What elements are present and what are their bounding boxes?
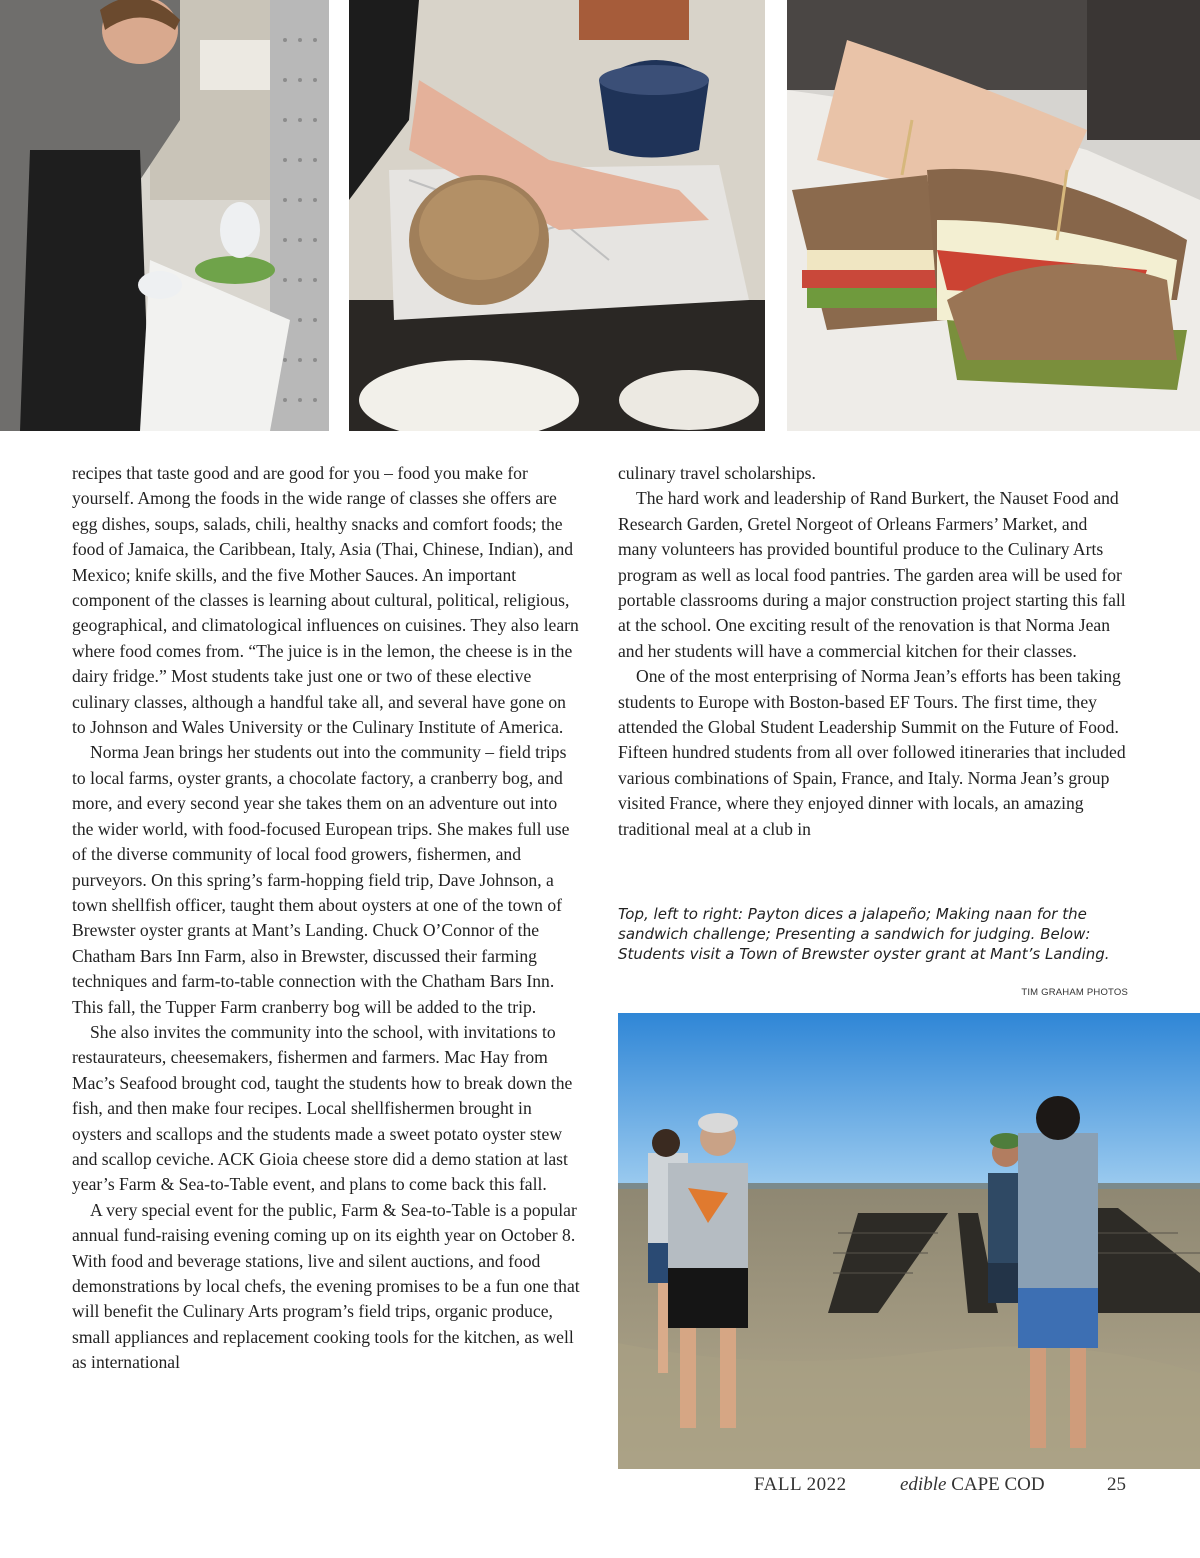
article-right-column: [618, 461, 1130, 842]
article-paragraph: One of the most enterprising of Norma Jean’s efforts has been taking students to Europe with Boston-based EF Tours. The first time, they attended the Global Student Leadership Summit on the Future of Food. Fifteen hundred students from all over followed itineraries that included various combinations of Spain, France, and Italy. Norma Jean’s group visited France, where they enjoyed dinner with locals, an amazing traditional meal at a club in: [618, 666, 1126, 839]
footer-magazine-italic: edible: [900, 1474, 947, 1495]
article-paragraph: culinary travel scholarships.: [618, 463, 816, 483]
article-paragraph: recipes that taste good and are good for you – food you make for yourself. Among the foods in the wide range of classes she offers are egg dishes, soups, salads, chili, healthy snacks and comfort foods; the food of Jamaica, the Caribbean, Italy, Asia (Thai, Chinese, Indian), and Mexico; knife skills, and the five Mother Sauces. An important component of the classes is learning about cultural, political, religious, geographical, and climatological influences on cuisines. They also learn where food comes from. “The juice is in the lemon, the cheese is in the dairy fridge.” Most students take just one or two of these elective culinary classes, although a handful take all, and several have gone on to Johnson and Wales University or the Culinary Institute of America.: [72, 463, 579, 738]
article-paragraph: The hard work and leadership of Rand Burkert, the Nauset Food and Research Garden, Gretel Norgeot of Orleans Farmers’ Market, and many volunteers has provided bountiful produce to the Culinary Arts program as well as local food pantries. The garden area will be used for portable classrooms during a major construction project starting this fall at the school. One exciting result of the renovation is that Norma Jean and her students will have a commercial kitchen for their classes.: [618, 488, 1126, 661]
article-paragraph: She also invites the community into the school, with invitations to restaurateurs, cheesemakers, fishermen and farmers. Mac Hay from Mac’s Seafood brought cod, taught the students how to break down the fish, and then make four recipes. Local shellfishermen brought in oysters and scallops and the students made a sweet potato oyster stew and scallop ceviche. ACK Gioia cheese store did a demo station at last year’s Farm & Sea-to-Table event, and plans to come back this fall.: [72, 1021, 573, 1195]
article-paragraph: A very special event for the public, Farm & Sea-to-Table is a popular annual fund-raising evening coming up on its eighth year on October 8. With food and beverage stations, live and silent auctions, and food demonstrations by local chefs, the evening promises to be a fun one that will benefit the Culinary Arts program’s field trips, organic produce, small appliances and replacement cooking tools for the kitchen, as well as international: [72, 1199, 580, 1373]
footer-magazine-name: [900, 1474, 1045, 1496]
page-number: 25: [1107, 1474, 1126, 1495]
sandwich-presentation-photo: [787, 0, 1200, 431]
student-dicing-jalapeno-photo: [0, 0, 329, 431]
footer-magazine-rest: CAPE COD: [946, 1474, 1045, 1495]
photo-credit: TIM GRAHAM PHOTOS: [1021, 987, 1128, 998]
oyster-grant-visit-photo: [618, 1013, 1200, 1469]
article-paragraph: Norma Jean brings her students out into the community – field trips to local farms, oyster grants, a chocolate factory, a cranberry bog, and more, and every second year she takes them on an adventure out into the wider world, with food-focused European trips. She makes full use of the diverse community of local food growers, fishermen, and purveyors. On this spring’s farm-hopping field trip, Dave Johnson, a town shellfish officer, taught them about oysters at one of the town of Brewster oyster grants at Mant’s Landing. Chuck O’Connor of the Chatham Bars Inn Farm, also in Brewster, discussed their farming techniques and farm-to-table connection with the Chatham Bars Inn. This fall, the Tupper Farm cranberry bog will be added to the trip.: [72, 742, 570, 1017]
making-naan-photo: [349, 0, 765, 431]
article-left-column: [72, 461, 580, 1376]
photo-caption: Top, left to right: Payton dices a jalapeño; Making naan for the sandwich challenge; Presenting a sandwich for judging. Below: Students visit a Town of Brewster oyster grant at Mant’s Landing.: [618, 905, 1110, 963]
footer-issue-date: FALL 2022: [754, 1474, 847, 1495]
